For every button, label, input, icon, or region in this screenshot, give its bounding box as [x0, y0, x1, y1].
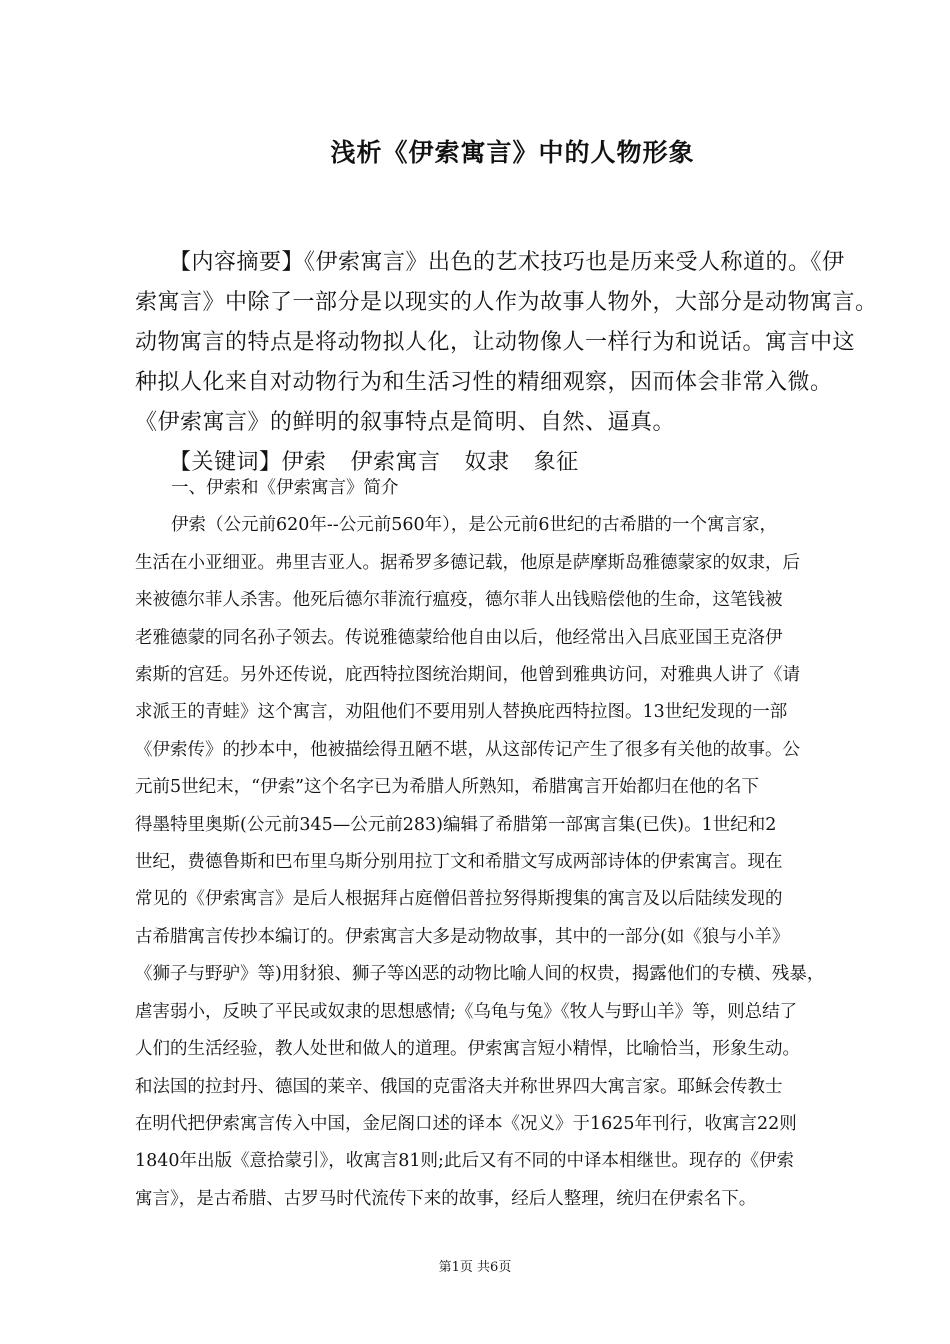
body-section	[135, 470, 845, 1218]
keyword: 象征	[533, 450, 579, 475]
body-line: 人们的生活经验，教人处世和做人的道理。伊索寓言短小精悍，比喻恰当，形象生动。	[135, 1039, 800, 1060]
abstract-line: 【内容摘要】《伊索寓言》出色的艺术技巧也是历来受人称道的。《伊	[169, 250, 845, 275]
body-line: 和法国的拉封丹、德国的莱辛、俄国的克雷洛夫并称世界四大寓言家。耶稣会传教士	[135, 1076, 783, 1097]
body-line: 元前5世纪末，“伊索”这个名字已为希腊人所熟知，希腊寓言开始都归在他的名下	[135, 777, 760, 798]
body-line: 在明代把伊索寓言传入中国，金尼阁口述的译本《况义》于1625年刊行，收寓言22则	[135, 1113, 797, 1134]
body-line: 寓言》，是古希腊、古罗马时代流传下来的故事，经后人整理，统归在伊索名下。	[135, 1188, 757, 1209]
body-line: 《伊索传》的抄本中，他被描绘得丑陋不堪，从这部传记产生了很多有关他的故事。公	[135, 739, 800, 760]
keywords-label: 【关键词】	[169, 450, 282, 475]
body-line: 世纪，费德鲁斯和巴布里乌斯分别用拉丁文和希腊文写成两部诗体的伊索寓言。现在	[135, 852, 783, 873]
abstract-line: 种拟人化来自对动物行为和生活习性的精细观察，因而体会非常入微。	[135, 370, 833, 395]
body-line: 索斯的宫廷。另外还传说，庇西特拉图统治期间，他曾到雅典访问，对雅典人讲了《请	[135, 665, 800, 686]
document-title: 浅析《伊索寓言》中的人物形象	[330, 138, 695, 167]
body-line: 老雅德蒙的同名孙子领去。传说雅德蒙给他自由以后，他经常出入吕底亚国王克洛伊	[135, 627, 783, 648]
body-line: 古希腊寓言传抄本编订的。伊索寓言大多是动物故事，其中的一部分(如《狼与小羊》	[135, 926, 790, 947]
body-line: 1840年出版《意拾蒙引》，收寓言81则;此后又有不同的中译本相继世。现存的《伊索	[135, 1151, 794, 1172]
body-line: 伊索（公元前620年--公元前560年），是公元前6世纪的古希腊的一个寓言家，	[171, 515, 778, 536]
abstract-line: 《伊索寓言》的鲜明的叙事特点是简明、自然、逼真。	[135, 410, 676, 435]
body-line: 生活在小亚细亚。弗里吉亚人。据希罗多德记载，他原是萨摩斯岛雅德蒙家的奴隶，后	[135, 552, 800, 573]
keyword: 奴隶	[464, 450, 510, 475]
abstract-line: 索寓言》中除了一部分是以现实的人作为故事人物外，大部分是动物寓言。	[135, 290, 878, 315]
body-line: 《狮子与野驴》等)用豺狼、狮子等凶恶的动物比喻人间的权贵，揭露他们的专横、残暴，	[135, 964, 825, 985]
page-footer: 第1页 共6页	[438, 1260, 512, 1275]
abstract-block	[135, 243, 878, 483]
section-heading: 一、伊索和《伊索寓言》简介	[171, 478, 399, 498]
body-line: 常见的《伊索寓言》是后人根据拜占庭僧侣普拉努得斯搜集的寓言及以后陆续发现的	[135, 889, 783, 910]
body-line: 虐害弱小，反映了平民或奴隶的思想感情;《乌龟与兔》《牧人与野山羊》等，则总结了	[135, 1001, 798, 1022]
body-line: 得墨特里奥斯(公元前345—公元前283)编辑了希腊第一部寓言集(已佚)。1世纪和2	[135, 814, 777, 835]
body-line: 来被德尔菲人杀害。他死后德尔菲流行瘟疫，德尔菲人出钱赔偿他的生命，这笔钱被	[135, 590, 783, 611]
body-line: 求派王的青蛙》这个寓言，劝阻他们不要用别人替换庇西特拉图。13世纪发现的一部	[135, 702, 788, 723]
abstract-line: 动物寓言的特点是将动物拟人化，让动物像人一样行为和说话。寓言中这	[135, 330, 856, 355]
keyword: 伊索寓言	[350, 450, 441, 475]
keyword: 伊索	[281, 450, 327, 475]
